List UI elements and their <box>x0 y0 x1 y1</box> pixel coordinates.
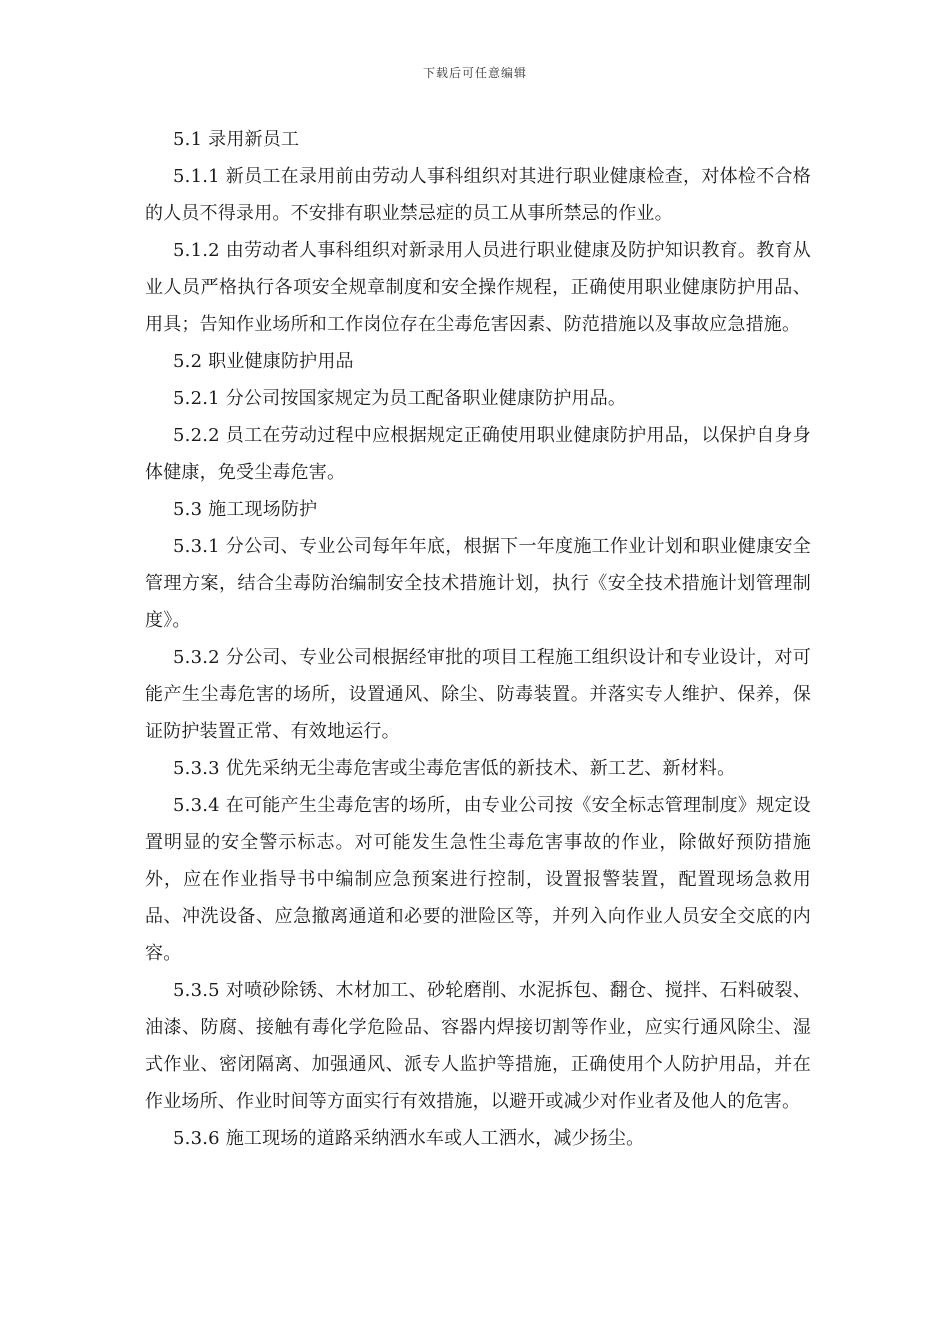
paragraph-5-1-1: 5.1.1 新员工在录用前由劳动人事科组织对其进行职业健康检查，对体检不合格的人员不得录用。不安排有职业禁忌症的员工从事所禁忌的作业。 <box>145 166 811 224</box>
paragraph-5-3-3: 5.3.3 优先采纳无尘毒危害或尘毒危害低的新技术、新工艺、新材料。 <box>173 758 736 779</box>
paragraph-5-2-2: 5.2.2 员工在劳动过程中应根据规定正确使用职业健康防护用品，以保护自身身体健康，免受尘毒危害。 <box>145 425 811 483</box>
section-heading-5-1: 5.1 录用新员工 <box>173 129 300 150</box>
paragraph-5-3-1: 5.3.1 分公司、专业公司每年年底，根据下一年度施工作业计划和职业健康安全管理方案，结合尘毒防治编制安全技术措施计划，执行《安全技术措施计划管理制度》。 <box>145 536 811 631</box>
document-body <box>145 121 811 1157</box>
paragraph-5-3-6: 5.3.6 施工现场的道路采纳洒水车或人工洒水，减少扬尘。 <box>173 1128 645 1149</box>
section-heading-5-2: 5.2 职业健康防护用品 <box>173 351 354 372</box>
paragraph-5-3-5: 5.3.5 对喷砂除锈、木材加工、砂轮磨削、水泥拆包、翻仓、搅拌、石料破裂、油漆、防腐、接触有毒化学危险品、容器内焊接切割等作业，应实行通风除尘、湿式作业、密闭隔离、加强通风、派专人监护等措施，正确使用个人防护用品，并在作业场所、作业时间等方面实行有效措施，以避开或减少对作业者及他人的危害。 <box>145 980 811 1112</box>
page-header-note: 下载后可任意编辑 <box>422 66 527 80</box>
paragraph-5-1-2: 5.1.2 由劳动者人事科组织对新录用人员进行职业健康及防护知识教育。教育从业人员严格执行各项安全规章制度和安全操作规程，正确使用职业健康防护用品、用具；告知作业场所和工作岗位存在尘毒危害因素、防范措施以及事故应急措施。 <box>145 240 811 335</box>
paragraph-5-3-4: 5.3.4 在可能产生尘毒危害的场所，由专业公司按《安全标志管理制度》规定设置明显的安全警示标志。对可能发生急性尘毒危害事故的作业，除做好预防措施外，应在作业指导书中编制应急预案进行控制，设置报警装置，配置现场急救用品、冲洗设备、应急撤离通道和必要的泄险区等，并列入向作业人员安全交底的内容。 <box>145 795 811 964</box>
paragraph-5-3-2: 5.3.2 分公司、专业公司根据经审批的项目工程施工组织设计和专业设计，对可能产生尘毒危害的场所，设置通风、除尘、防毒装置。并落实专人维护、保养，保证防护装置正常、有效地运行。 <box>145 647 811 742</box>
section-heading-5-3: 5.3 施工现场防护 <box>173 499 318 520</box>
paragraph-5-2-1: 5.2.1 分公司按国家规定为员工配备职业健康防护用品。 <box>173 388 627 409</box>
